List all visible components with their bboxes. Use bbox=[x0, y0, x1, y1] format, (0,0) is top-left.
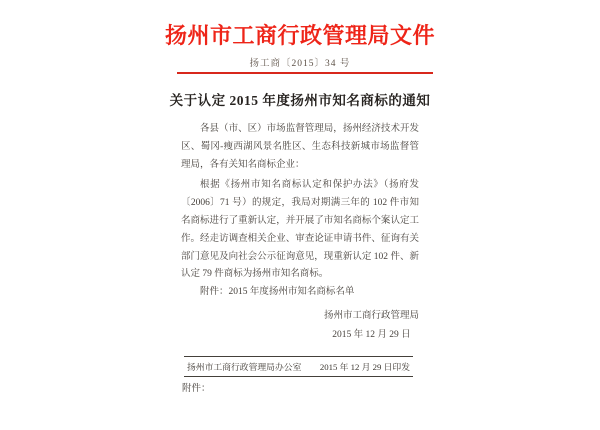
document-body bbox=[181, 121, 419, 302]
footer-print-date: 2015 年 12 月 29 日印发 bbox=[319, 362, 410, 372]
signature-date: 2015 年 12 月 29 日 bbox=[332, 330, 411, 340]
document-title: 关于认定 2015 年度扬州市知名商标的通知 bbox=[169, 93, 431, 108]
signature-agency-name: 扬州市工商行政管理局 bbox=[323, 311, 419, 321]
signature-inner bbox=[324, 307, 419, 345]
agency-letterhead-title: 扬州市工商行政管理局文件 bbox=[164, 23, 435, 48]
footer-office-name: 扬州市工商行政管理局办公室 bbox=[187, 362, 302, 372]
letterhead-red-divider bbox=[177, 72, 433, 74]
main-body-paragraph: 根据《扬州市知名商标认定和保护办法》（扬府发〔2006〕71 号）的规定，我局对期满三年的 102 件市知名商标进行了重新认定，并开展了市知名商标个案认定工作。经走访调查相关企业、审查论证申请书件、征询有关部门意见及向社会公示征询意见，现重新认定 102 件、新认定 79 件商标为扬州市知名商标。 bbox=[181, 180, 419, 280]
salutation-paragraph: 各县（市、区）市场监督管理局，扬州经济技术开发区、蜀冈-瘦西湖风景名胜区、生态科技新城市场监督管理局，各有关知名商标企业： bbox=[181, 124, 419, 170]
print-info-footer bbox=[184, 356, 413, 377]
bottom-attachment-label: 附件： bbox=[182, 384, 211, 394]
signature-block bbox=[181, 307, 419, 345]
document-reference-number: 扬工商〔2015〕34 号 bbox=[249, 59, 351, 69]
attachment-reference-line: 附件：2015 年度扬州市知名商标名单 bbox=[200, 287, 355, 298]
